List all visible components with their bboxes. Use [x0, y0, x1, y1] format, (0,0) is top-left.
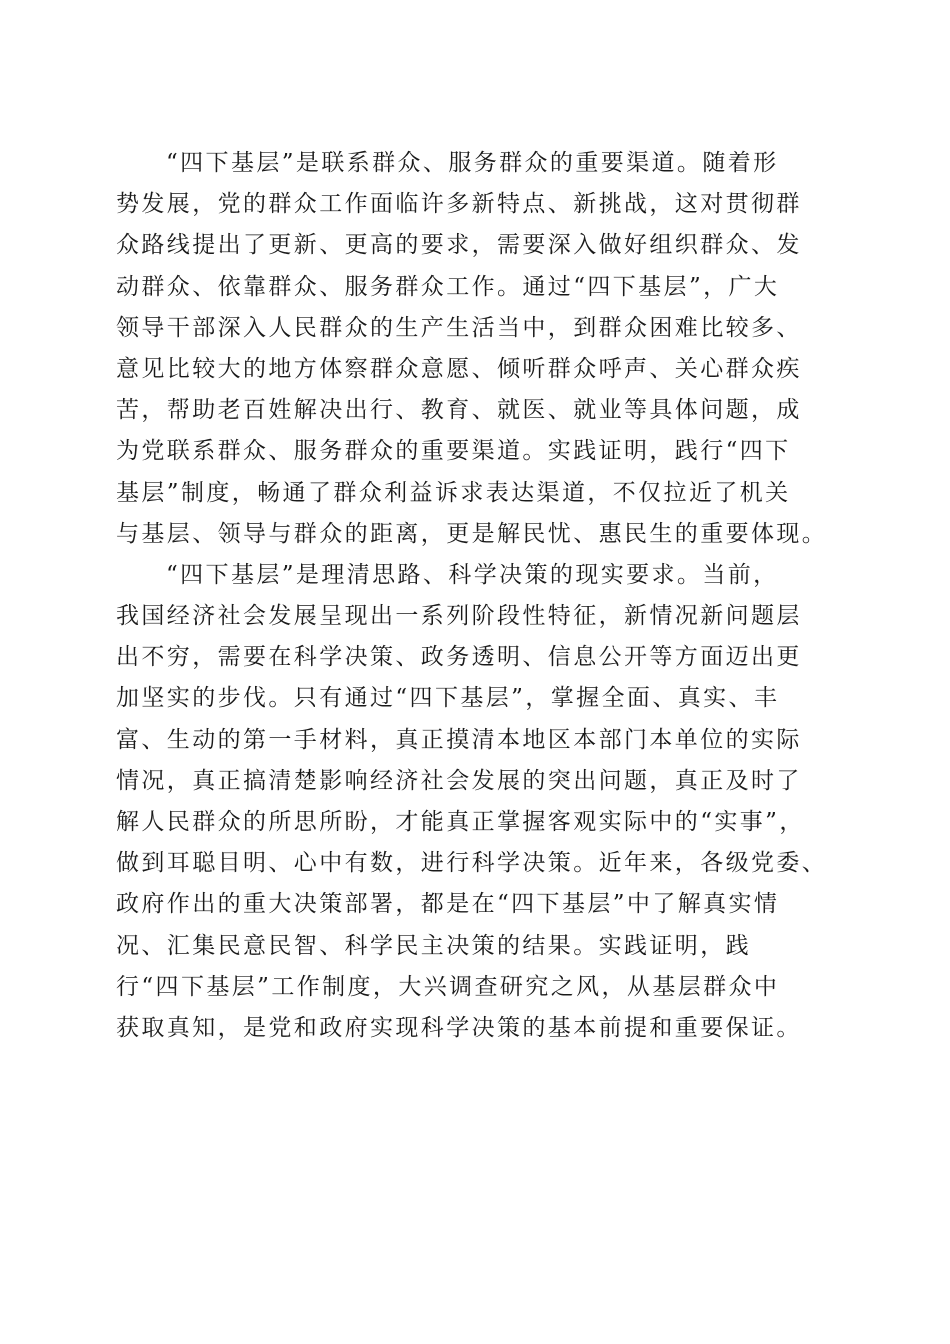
paragraph-line: 我国经济社会发展呈现出一系列阶段性特征，新情况新问题层 [116, 603, 802, 630]
paragraph-line: 领导干部深入人民群众的生产生活当中，到群众困难比较多、 [116, 314, 802, 341]
paragraph-line: “四下基层”是联系群众、服务群众的重要渠道。随着形 [166, 150, 779, 176]
paragraph-line: 动群众、依靠群众、服务群众工作。通过“四下基层”，广大 [116, 273, 780, 300]
paragraph-line: 况、汇集民意民智、科学民主决策的结果。实践证明，践 [116, 932, 751, 959]
paragraph-line: 政府作出的重大决策部署，都是在“四下基层”中了解真实情 [116, 891, 780, 918]
paragraph-line: 情况，真正搞清楚影响经济社会发展的突出问题，真正及时了 [116, 767, 802, 794]
paragraph-line: 加坚实的步伐。只有通过“四下基层”，掌握全面、真实、丰 [116, 685, 780, 712]
paragraph-line: 做到耳聪目明、心中有数，进行科学决策。近年来，各级党委、 [116, 850, 828, 877]
paragraph-line: 为党联系群众、服务群众的重要渠道。实践证明，践行“四下 [116, 438, 791, 465]
paragraph-line: 众路线提出了更新、更高的要求，需要深入做好组织群众、发 [116, 232, 802, 259]
body-text [116, 143, 836, 1049]
paragraph-1 [116, 143, 836, 555]
paragraph-line: 意见比较大的地方体察群众意愿、倾听群众呼声、关心群众疾 [116, 355, 802, 382]
paragraph-line: 出不穷，需要在科学决策、政务透明、信息公开等方面迈出更 [116, 644, 802, 671]
paragraph-line: “四下基层”是理清思路、科学决策的现实要求。当前， [166, 561, 779, 588]
paragraph-line: 富、生动的第一手材料，真正摸清本地区本部门本单位的实际 [116, 726, 802, 753]
paragraph-line: 解人民群众的所思所盼，才能真正掌握客观实际中的“实事”， [116, 809, 805, 835]
paragraph-line: 势发展，党的群众工作面临许多新特点、新挑战，这对贯彻群 [116, 191, 802, 218]
paragraph-2 [116, 555, 836, 1049]
paragraph-line: 与基层、领导与群众的距离，更是解民忧、惠民生的重要体现。 [116, 520, 828, 547]
paragraph-line: 行“四下基层”工作制度，大兴调查研究之风，从基层群众中 [116, 973, 780, 1000]
paragraph-line: 获取真知，是党和政府实现科学决策的基本前提和重要保证。 [116, 1014, 802, 1041]
paragraph-line: 苦，帮助老百姓解决出行、教育、就医、就业等具体问题，成 [116, 397, 802, 424]
paragraph-line: 基层”制度，畅通了群众利益诉求表达渠道，不仅拉近了机关 [116, 479, 791, 506]
